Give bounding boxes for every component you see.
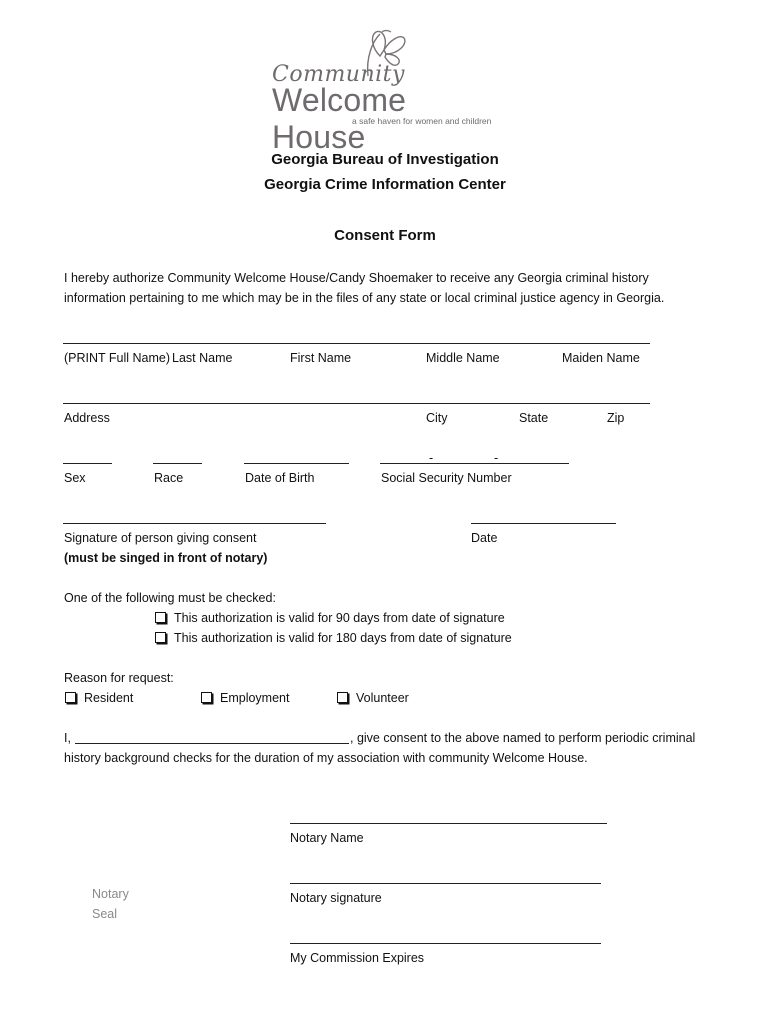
dob-label: Date of Birth — [245, 471, 315, 485]
address-label: Address — [64, 411, 110, 425]
reason-resident[interactable] — [65, 690, 133, 706]
commission-expires-label: My Commission Expires — [290, 951, 425, 965]
checkbox-volunteer[interactable] — [337, 692, 348, 703]
validity-option-180-label: This authorization is valid for 180 days from date of signature — [174, 631, 512, 645]
print-full-name-label: (PRINT Full Name) — [64, 351, 171, 365]
validity-option-180[interactable] — [155, 630, 512, 646]
page-title: Consent Form — [334, 227, 436, 244]
reason-employment-label: Employment — [220, 691, 290, 705]
ssn-dash-2: - — [494, 451, 499, 465]
full-name-field[interactable] — [63, 343, 650, 344]
checkbox-90-days[interactable] — [155, 612, 166, 623]
intro-line-2: information pertaining to me which may be in the files of any state or local criminal justice agency in Georgia. — [64, 291, 665, 305]
date-label: Date — [471, 531, 498, 545]
checkbox-employment[interactable] — [201, 692, 212, 703]
validity-option-90[interactable] — [155, 610, 505, 626]
validity-heading: One of the following must be checked: — [64, 591, 276, 605]
sex-label: Sex — [64, 471, 86, 485]
commission-expires-field[interactable] — [290, 943, 601, 944]
race-label: Race — [154, 471, 184, 485]
ssn-dash-1: - — [429, 451, 434, 465]
consent-line-2: history background checks for the duration of my association with community Welcome House. — [64, 751, 588, 765]
consent-prefix: I, — [64, 731, 71, 745]
zip-label: Zip — [607, 411, 625, 425]
address-field[interactable] — [63, 403, 650, 404]
ssn-label: Social Security Number — [381, 471, 512, 485]
intro-line-1: I hereby authorize Community Welcome House/Candy Shoemaker to receive any Georgia criminal history — [64, 271, 649, 285]
state-label: State — [519, 411, 549, 425]
notary-name-field[interactable] — [290, 823, 607, 824]
reason-resident-label: Resident — [84, 691, 134, 705]
checkbox-180-days[interactable] — [155, 632, 166, 643]
notary-seal-line-1: Notary — [92, 887, 129, 901]
center-title: Georgia Crime Information Center — [264, 176, 506, 193]
notary-signature-field[interactable] — [290, 883, 601, 884]
signature-label: Signature of person giving consent — [64, 531, 257, 545]
logo-community: Community — [272, 62, 405, 87]
consent-name-field[interactable] — [75, 743, 349, 744]
logo — [270, 28, 500, 155]
notary-signature-label: Notary signature — [290, 891, 382, 905]
logo-tagline: a safe haven for women and children — [352, 116, 492, 126]
middle-name-label: Middle Name — [426, 351, 500, 365]
maiden-name-label: Maiden Name — [562, 351, 640, 365]
sex-field[interactable] — [63, 463, 112, 464]
consent-signature-field[interactable] — [63, 523, 326, 524]
first-name-label: First Name — [290, 351, 352, 365]
agency-title: Georgia Bureau of Investigation — [271, 151, 499, 168]
checkbox-resident[interactable] — [65, 692, 76, 703]
reason-employment[interactable] — [201, 690, 289, 706]
city-label: City — [426, 411, 448, 425]
reason-volunteer[interactable] — [337, 690, 409, 706]
validity-option-90-label: This authorization is valid for 90 days from date of signature — [174, 611, 505, 625]
dob-field[interactable] — [244, 463, 349, 464]
notary-name-label: Notary Name — [290, 831, 364, 845]
ssn-field[interactable] — [380, 463, 569, 464]
notary-seal-line-2: Seal — [92, 907, 118, 921]
notary-note: (must be singed in front of notary) — [64, 551, 268, 565]
reason-volunteer-label: Volunteer — [356, 691, 409, 705]
last-name-label: Last Name — [172, 351, 233, 365]
consent-suffix: , give consent to the above named to perform periodic criminal — [350, 731, 696, 745]
logo-welcome-house: Welcome House — [272, 82, 407, 155]
reason-heading: Reason for request: — [64, 671, 174, 685]
date-field[interactable] — [471, 523, 616, 524]
race-field[interactable] — [153, 463, 202, 464]
